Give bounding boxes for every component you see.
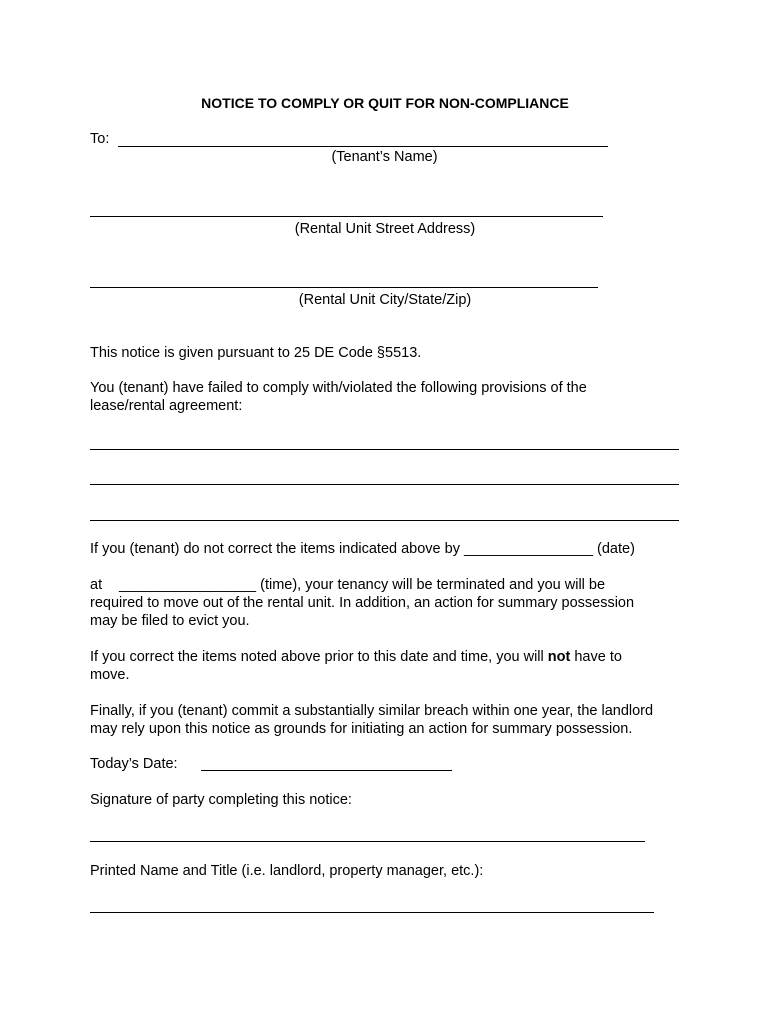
time-statement: _________________ (time), your tenancy will be terminated and you will be <box>119 577 606 593</box>
at-label: at <box>90 577 103 593</box>
move-out-line-2: may be filed to evict you. <box>90 613 250 629</box>
correct-prior-line-1 <box>90 648 622 666</box>
printed-name-field[interactable] <box>90 912 654 913</box>
street-address-field[interactable] <box>90 216 603 217</box>
signature-label: Signature of party completing this notice: <box>90 792 352 808</box>
todays-date-field[interactable] <box>201 770 452 771</box>
breach-line-1: Finally, if you (tenant) commit a substantially similar breach within one year, the landlord <box>90 703 654 719</box>
street-address-caption: (Rental Unit Street Address) <box>294 221 476 237</box>
signature-field[interactable] <box>90 841 645 842</box>
to-label: To: <box>90 131 110 147</box>
city-state-zip-field[interactable] <box>90 287 598 288</box>
correct-prior-text-a: If you correct the items noted above prior to this date and time, you will <box>90 649 548 665</box>
violation-field-1[interactable] <box>90 449 679 450</box>
tenant-name-field[interactable] <box>118 146 608 147</box>
document-title: NOTICE TO COMPLY OR QUIT FOR NON-COMPLIANCE <box>201 95 569 111</box>
violation-line-2: lease/rental agreement: <box>90 398 243 414</box>
city-state-zip-caption: (Rental Unit City/State/Zip) <box>298 292 472 308</box>
tenant-name-caption: (Tenant’s Name) <box>331 149 438 165</box>
move-out-line-1: required to move out of the rental unit. In addition, an action for summary possession <box>90 595 635 611</box>
violation-field-2[interactable] <box>90 484 679 485</box>
breach-line-2: may rely upon this notice as grounds for initiating an action for summary possession. <box>90 721 633 737</box>
violation-line-1: You (tenant) have failed to comply with/violated the following provisions of the <box>90 380 587 396</box>
pursuant-statement: This notice is given pursuant to 25 DE Code §5513. <box>90 345 422 361</box>
correct-by-statement: If you (tenant) do not correct the items indicated above by ________________ (date) <box>90 541 635 557</box>
correct-prior-line-2: move. <box>90 667 130 683</box>
correct-prior-emphasis: not <box>547 649 571 665</box>
violation-field-3[interactable] <box>90 520 679 521</box>
printed-name-label: Printed Name and Title (i.e. landlord, property manager, etc.): <box>90 863 484 879</box>
correct-prior-text-b: have to <box>570 649 622 665</box>
todays-date-label: Today’s Date: <box>90 756 178 772</box>
